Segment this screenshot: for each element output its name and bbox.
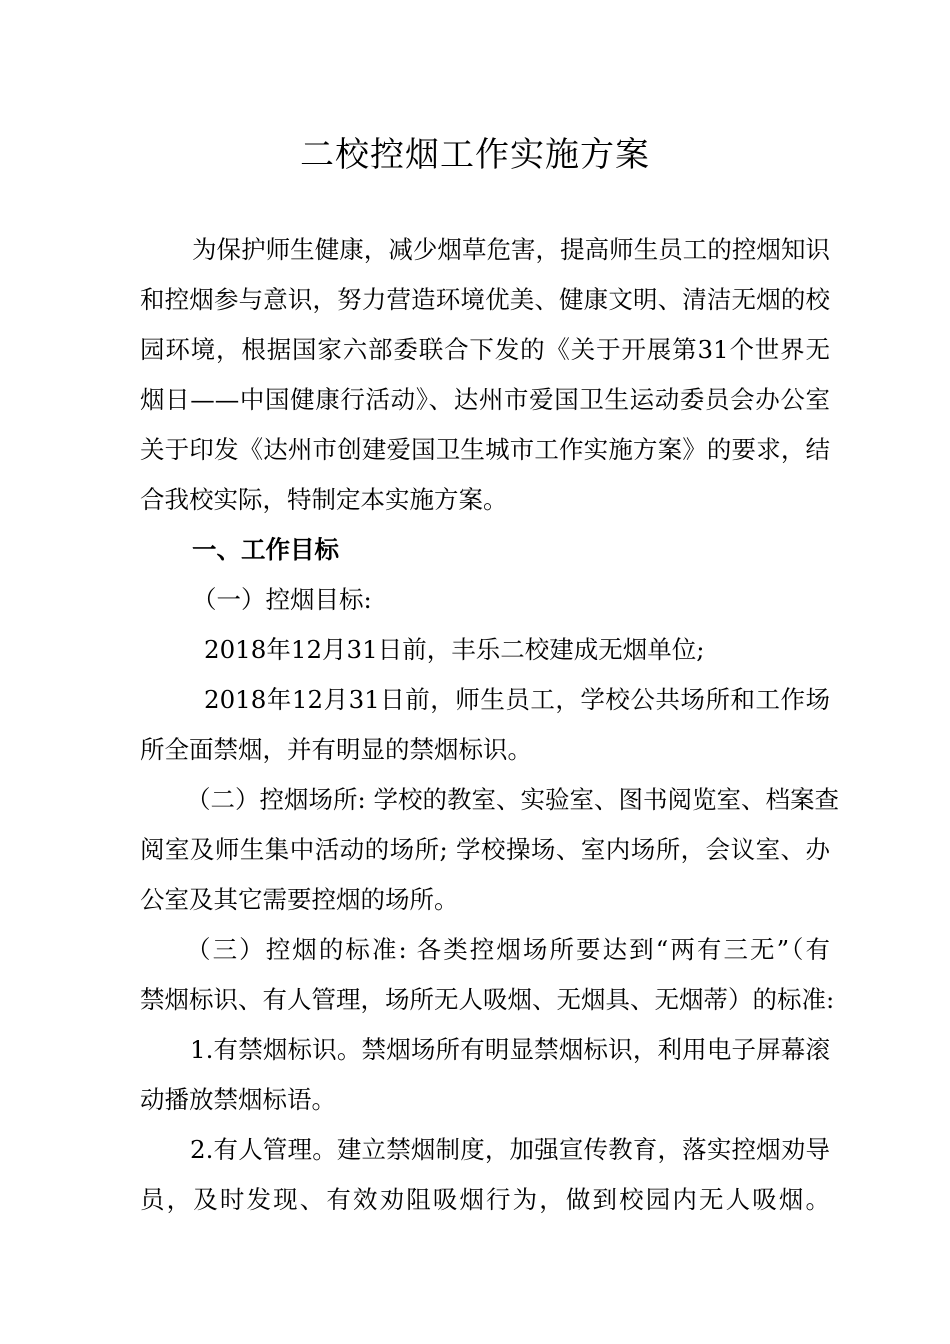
paragraph-line: 和控烟参与意识，努力营造环境优美、健康文明、清洁无烟的校: [140, 285, 830, 314]
paragraph-line: 2018年12月31日前，丰乐二校建成无烟单位;: [204, 635, 705, 664]
paragraph-line: 合我校实际，特制定本实施方案。: [140, 485, 508, 514]
paragraph-line: 员，及时发现、有效劝阻吸烟行为，做到校园内无人吸烟。: [140, 1185, 830, 1214]
paragraph-line: 禁烟标识、有人管理，场所无人吸烟、无烟具、无烟蒂）的标准:: [140, 985, 835, 1014]
paragraph-line: 所全面禁烟，并有明显的禁烟标识。: [140, 735, 532, 764]
paragraph-line: （三）控烟的标准: 各类控烟场所要达到“两有三无”（有: [186, 935, 830, 964]
paragraph-line: 为保护师生健康，减少烟草危害，提高师生员工的控烟知识: [192, 235, 830, 264]
subsection-heading: （一）控烟目标:: [192, 585, 372, 614]
paragraph-line: 2.有人管理。建立禁烟制度，加强宣传教育，落实控烟劝导: [190, 1135, 830, 1164]
paragraph-line: 阅室及师生集中活动的场所; 学校操场、室内场所，会议室、办: [140, 835, 830, 864]
paragraph-line: 1.有禁烟标识。禁烟场所有明显禁烟标识，利用电子屏幕滚: [190, 1035, 830, 1064]
paragraph-line: 烟日——中国健康行活动》、达州市爱国卫生运动委员会办公室: [140, 385, 830, 414]
paragraph-line: 园环境，根据国家六部委联合下发的《关于开展第31个世界无: [140, 335, 830, 364]
paragraph-line: （二）控烟场所: 学校的教室、实验室、图书阅览室、档案查: [186, 785, 840, 814]
paragraph-line: 公室及其它需要控烟的场所。: [140, 885, 459, 914]
section-heading: 一、工作目标: [192, 535, 339, 564]
document-title: 二校控烟工作实施方案: [300, 135, 650, 175]
paragraph-line: 动播放禁烟标语。: [140, 1085, 336, 1114]
paragraph-line: 关于印发《达州市创建爱国卫生城市工作实施方案》的要求，结: [140, 435, 830, 464]
paragraph-line: 2018年12月31日前，师生员工，学校公共场所和工作场: [204, 685, 830, 714]
